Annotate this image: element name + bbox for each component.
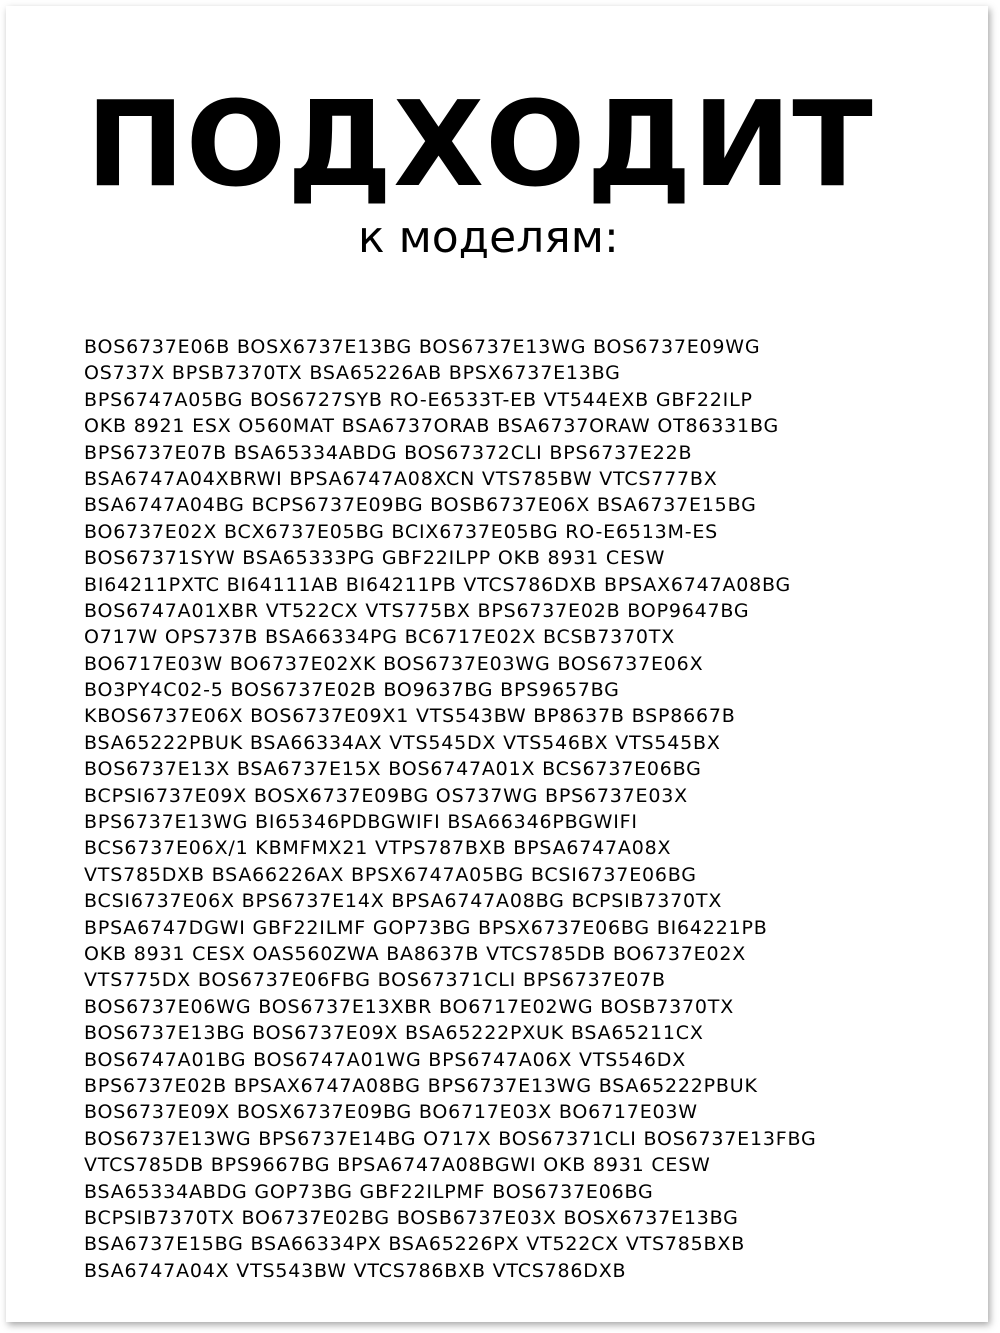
model-row: BCPSI6737E09X BOSX6737E09BG OS737WG BPS6737E03X <box>84 784 688 807</box>
compatible-models-list <box>84 334 964 1284</box>
model-row: O717W OPS737B BSA66334PG BC6717E02X BCSB7370TX <box>84 626 676 649</box>
model-row: BO3PY4C02-5 BOS6737E02B BO9637BG BPS9657BG <box>84 679 620 702</box>
model-row: BI64211PXTC BI64111AB BI64211PB VTCS786DXB BPSAX6747A08BG <box>84 573 792 596</box>
model-row: BPS6737E02B BPSAX6747A08BG BPS6737E13WG BSA65222PBUK <box>84 1074 758 1097</box>
model-row: BOS6737E09X BOSX6737E09BG BO6717E03X BO6717E03W <box>84 1101 698 1124</box>
model-row: BOS6737E06B BOSX6737E13BG BOS6737E13WG BOS6737E09WG <box>84 336 761 358</box>
page-subtitle: к моделям: <box>358 212 619 263</box>
model-row: BOS6737E06WG BOS6737E13XBR BO6717E02WG BOSB7370TX <box>84 995 735 1018</box>
model-row: BOS6737E13X BSA6737E15X BOS6747A01X BCS6737E06BG <box>84 758 702 781</box>
model-row: OKB 8931 CESX OAS560ZWA BA8637B VTCS785DB BO6737E02X <box>84 942 747 965</box>
model-row: BOS6737E13WG BPS6737E14BG O717X BOS67371CLI BOS6737E13FBG <box>84 1127 817 1150</box>
model-row: BSA6747A04XBRWI BPSA6747A08XCN VTS785BW VTCS777BX <box>84 467 718 490</box>
model-row: VTS775DX BOS6737E06FBG BOS67371CLI BPS6737E07B <box>84 969 666 992</box>
model-row: BSA65222PBUK BSA66334AX VTS545DX VTS546BX VTS545BX <box>84 731 721 754</box>
model-row: BSA65334ABDG GOP73BG GBF22ILPMF BOS6737E06BG <box>84 1180 654 1203</box>
model-row: BPS6747A05BG BOS6727SYB RO-E6533T-EB VT544EXB GBF22ILP <box>84 388 753 411</box>
model-row: BPS6737E07B BSA65334ABDG BOS67372CLI BPS6737E22B <box>84 441 693 464</box>
model-row: BOS6747A01XBR VT522CX VTS775BX BPS6737E02B BOP9647BG <box>84 599 750 622</box>
model-row: KBOS6737E06X BOS6737E09X1 VTS543BW BP8637B BSP8667B <box>84 705 736 728</box>
model-row: BPSA6747DGWI GBF22ILMF GOP73BG BPSX6737E06BG BI64221PB <box>84 916 768 939</box>
page-sheet <box>6 6 988 1322</box>
model-row: BCS6737E06X/1 KBMFMX21 VTPS787BXB BPSA6747A08X <box>84 837 672 860</box>
model-row: BO6737E02X BCX6737E05BG BCIX6737E05BG RO-E6513M-ES <box>84 520 719 543</box>
model-row: BSA6747A04BG BCPS6737E09BG BOSB6737E06X BSA6737E15BG <box>84 494 757 517</box>
model-row: BOS67371SYW BSA65333PG GBF22ILPP OKB 8931 CESW <box>84 547 666 570</box>
model-row: BCPSIB7370TX BO6737E02BG BOSB6737E03X BOSX6737E13BG <box>84 1206 739 1229</box>
model-row: VTCS785DB BPS9667BG BPSA6747A08BGWI OKB 8931 CESW <box>84 1154 711 1177</box>
model-row: OKB 8921 ESX O560MAT BSA6737ORAB BSA6737ORAW OT86331BG <box>84 415 779 438</box>
model-row: BCSI6737E06X BPS6737E14X BPSA6747A08BG BCPSIB7370TX <box>84 890 723 913</box>
model-row: VTS785DXB BSA66226AX BPSX6747A05BG BCSI6737E06BG <box>84 863 697 886</box>
model-row: BO6717E03W BO6737E02XK BOS6737E03WG BOS6737E06X <box>84 652 704 675</box>
model-row: BPS6737E13WG BI65346PDBGWIFI BSA66346PBGWIFI <box>84 811 638 834</box>
model-row: BOS6747A01BG BOS6747A01WG BPS6747A06X VTS546DX <box>84 1048 687 1071</box>
model-row: BSA6747A04X VTS543BW VTCS786BXB VTCS786DXB <box>84 1259 627 1282</box>
model-row: BSA6737E15BG BSA66334PX BSA65226PX VT522CX VTS785BXB <box>84 1233 746 1256</box>
model-row: OS737X BPSB7370TX BSA65226AB BPSX6737E13BG <box>84 362 621 385</box>
model-row: BOS6737E13BG BOS6737E09X BSA65222PXUK BSA65211CX <box>84 1022 704 1045</box>
page-title: ПОДХОДИТ <box>86 75 874 213</box>
